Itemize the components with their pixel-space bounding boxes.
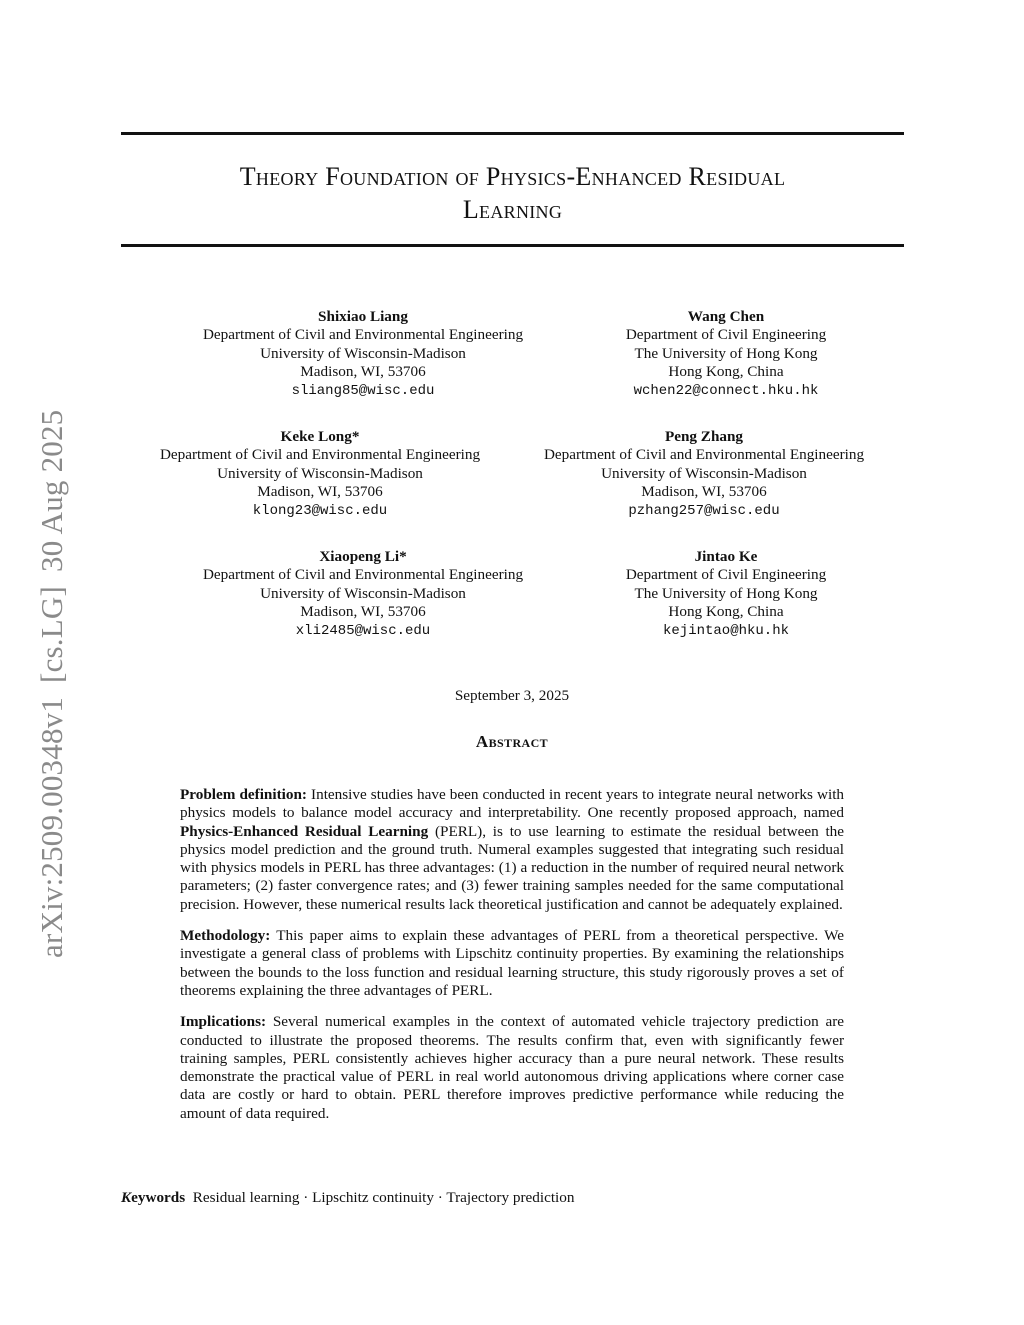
author-address: Madison, WI, 53706 bbox=[641, 482, 767, 500]
title-top-rule bbox=[121, 132, 904, 135]
abstract-paragraph-implications bbox=[180, 1013, 844, 1123]
author-university: The University of Hong Kong bbox=[634, 584, 818, 602]
author-university: University of Wisconsin-Madison bbox=[260, 344, 466, 362]
author-block bbox=[526, 548, 926, 640]
author-name: Keke Long* bbox=[280, 428, 360, 445]
author-block bbox=[163, 308, 563, 400]
perl-name: Physics-Enhanced Residual Learning bbox=[180, 822, 429, 840]
author-email[interactable]: klong23@wisc.edu bbox=[252, 503, 388, 520]
keywords-label bbox=[121, 1189, 185, 1206]
abstract-paragraph-problem bbox=[180, 786, 844, 914]
author-address: Madison, WI, 53706 bbox=[257, 482, 383, 500]
title-line-1: Theory Foundation of Physics-Enhanced Residual bbox=[239, 162, 786, 191]
author-block bbox=[504, 428, 904, 520]
implications-text: Several numerical examples in the context of automated vehicle trajectory prediction are conducted to illustrate the proposed theorems. The results confirm that, even with significantly fewer training samples, PERL consistently achieves higher accuracy than a pure neural network. These results demonstrate the practical value of PERL in real world autonomous driving applications where corner case data are costly or hard to obtain. PERL therefore improves predictive performance while reducing the amount of data required. bbox=[180, 1013, 844, 1122]
arxiv-category: [cs.LG] bbox=[34, 586, 69, 683]
author-email[interactable]: xli2485@wisc.edu bbox=[295, 623, 431, 640]
problem-label: Problem definition: bbox=[180, 786, 307, 803]
author-email[interactable]: sliang85@wisc.edu bbox=[291, 383, 435, 400]
author-university: University of Wisconsin-Madison bbox=[260, 584, 466, 602]
title-line-2: Learning bbox=[462, 195, 563, 224]
methodology-text: This paper aims to explain these advantages of PERL from a theoretical perspective. We investigate a general class of problems with Lipschitz continuity properties. By examining the relationships between the bounds to the loss function and residual learning structure, this study rigorously proves a set of theorems explaining the three advantages of PERL. bbox=[180, 927, 844, 999]
author-email[interactable]: wchen22@connect.hku.hk bbox=[633, 383, 819, 400]
keywords-list: Residual learning · Lipschitz continuity · Trajectory prediction bbox=[192, 1189, 575, 1206]
arxiv-watermark bbox=[22, 88, 82, 958]
author-department: Department of Civil Engineering bbox=[625, 566, 827, 584]
author-department: Department of Civil and Environmental Engineering bbox=[202, 326, 524, 344]
author-university: University of Wisconsin-Madison bbox=[217, 464, 423, 482]
author-department: Department of Civil and Environmental Engineering bbox=[202, 566, 524, 584]
author-name: Peng Zhang bbox=[664, 428, 744, 445]
keywords-label-initial: K bbox=[121, 1189, 132, 1206]
problem-text-2: (PERL), is to use learning to estimate the residual between the physics model prediction and the ground truth. Numeral examples suggested that integrating such residual with physics models in PERL has three advantages: (1) a reduction in the number of required neural network parameters; (2) faster convergence rates; and (3) fewer training samples needed for the same computational precision. However, these numerical results lack theoretical justification and cannot be adequately explained. bbox=[180, 822, 844, 913]
abstract-paragraph-methodology bbox=[180, 927, 844, 1000]
problem-text-1: Intensive studies have been conducted in recent years to integrate neural networks with physics models to balance model accuracy and interpretability. One recently proposed approach, named bbox=[180, 786, 845, 822]
title-bottom-rule bbox=[121, 244, 904, 247]
author-address: Madison, WI, 53706 bbox=[300, 362, 426, 380]
author-university: University of Wisconsin-Madison bbox=[601, 464, 807, 482]
author-email[interactable]: pzhang257@wisc.edu bbox=[628, 503, 780, 520]
author-address: Hong Kong, China bbox=[668, 602, 784, 620]
paper-date: September 3, 2025 bbox=[454, 687, 570, 704]
author-name: Shixiao Liang bbox=[318, 308, 408, 325]
author-name: Wang Chen bbox=[687, 308, 765, 325]
arxiv-date: 30 Aug 2025 bbox=[34, 409, 69, 572]
author-department: Department of Civil and Environmental Engineering bbox=[159, 446, 481, 464]
author-name: Xiaopeng Li* bbox=[319, 548, 407, 565]
implications-label: Implications: bbox=[180, 1013, 267, 1031]
keywords bbox=[121, 1189, 574, 1207]
arxiv-id: arXiv:2509.00348v1 bbox=[34, 696, 69, 958]
author-name: Jintao Ke bbox=[694, 548, 758, 565]
author-block bbox=[163, 548, 563, 640]
author-block bbox=[120, 428, 520, 520]
methodology-label: Methodology: bbox=[180, 927, 271, 945]
author-block bbox=[526, 308, 926, 400]
abstract-heading: Abstract bbox=[475, 732, 549, 751]
author-department: Department of Civil Engineering bbox=[625, 326, 827, 344]
paper-title bbox=[121, 160, 904, 226]
abstract-body bbox=[180, 786, 844, 1136]
author-email[interactable]: kejintao@hku.hk bbox=[662, 623, 790, 640]
author-university: The University of Hong Kong bbox=[634, 344, 818, 362]
author-department: Department of Civil and Environmental Engineering bbox=[543, 446, 865, 464]
keywords-label-rest: eywords bbox=[131, 1189, 186, 1206]
author-address: Madison, WI, 53706 bbox=[300, 602, 426, 620]
author-address: Hong Kong, China bbox=[668, 362, 784, 380]
